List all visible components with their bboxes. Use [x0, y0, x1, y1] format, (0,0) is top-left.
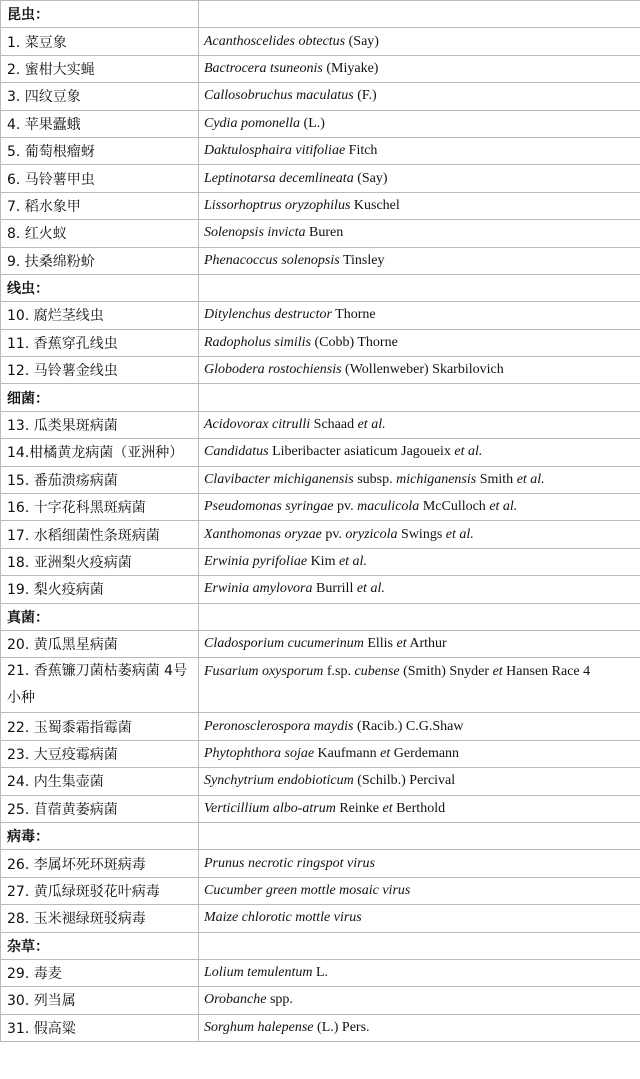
sci-italic-part: Xanthomonas oryzae	[204, 526, 322, 542]
sci-italic-part: Phytophthora sojae	[204, 745, 315, 761]
common-name: 16. 十字花科黑斑病菌	[1, 494, 199, 521]
sci-italic-part: et al.	[454, 444, 483, 460]
category-row	[1, 932, 640, 959]
sci-italic-part: maculicola	[357, 499, 420, 515]
scientific-name	[199, 494, 640, 521]
scientific-name	[199, 713, 640, 740]
scientific-name	[199, 165, 640, 192]
common-name: 4. 苹果蠹蛾	[1, 110, 199, 137]
common-name: 29. 毒麦	[1, 959, 199, 986]
sci-italic-part: et al.	[356, 581, 385, 597]
common-name: 20. 黄瓜黑星病菌	[1, 630, 199, 657]
sci-italic-part: Bactrocera tsuneonis	[204, 60, 323, 76]
sci-italic-part: et al.	[489, 499, 518, 515]
sci-plain-part: McCulloch	[419, 499, 490, 515]
table-row	[1, 1014, 640, 1041]
scientific-name	[199, 795, 640, 822]
table-row	[1, 987, 640, 1014]
sci-italic-part: Cydia pomonella	[204, 115, 301, 131]
category-empty-cell	[199, 384, 640, 411]
common-name: 28. 玉米褪绿斑驳病毒	[1, 905, 199, 932]
category-row	[1, 822, 640, 849]
sci-italic-part: Lolium temulentum	[204, 965, 313, 981]
scientific-name	[199, 548, 640, 575]
common-name: 27. 黄瓜绿斑驳花叶病毒	[1, 877, 199, 904]
table-row	[1, 220, 640, 247]
category-row	[1, 384, 640, 411]
common-name: 23. 大豆疫霉病菌	[1, 740, 199, 767]
common-name: 25. 苜蓿黄萎病菌	[1, 795, 199, 822]
sci-italic-part: Verticillium albo-atrum	[204, 800, 336, 816]
table-row	[1, 740, 640, 767]
sci-italic-part: Candidatus	[204, 444, 269, 460]
scientific-name	[199, 630, 640, 657]
table-row	[1, 55, 640, 82]
sci-italic-part: michiganensis	[396, 471, 477, 487]
scientific-name	[199, 439, 640, 466]
sci-plain-part: Kaufmann	[314, 745, 381, 761]
common-name: 3. 四纹豆象	[1, 83, 199, 110]
sci-italic-part: Erwinia amylovora	[204, 581, 313, 597]
table-row	[1, 302, 640, 329]
sci-italic-part: Daktulosphaira vitifoliae	[204, 143, 346, 159]
sci-italic-part: et al.	[357, 417, 386, 433]
table-row	[1, 329, 640, 356]
sci-plain-part: Hansen Race 4	[502, 664, 591, 680]
scientific-name	[199, 110, 640, 137]
sci-plain-part: (F.)	[353, 88, 377, 104]
category-label: 昆虫：	[1, 1, 199, 28]
sci-plain-part: (Miyake)	[322, 60, 379, 76]
common-name: 30. 列当属	[1, 987, 199, 1014]
sci-italic-part: Cucumber green mottle mosaic virus	[204, 882, 411, 898]
sci-plain-part: pv.	[333, 499, 358, 515]
category-empty-cell	[199, 603, 640, 630]
common-name: 1. 菜豆象	[1, 28, 199, 55]
sci-plain-part: spp.	[266, 992, 293, 1008]
category-row	[1, 274, 640, 301]
table-row	[1, 630, 640, 657]
table-row	[1, 713, 640, 740]
table-row	[1, 494, 640, 521]
scientific-name	[199, 740, 640, 767]
category-label: 线虫：	[1, 274, 199, 301]
sci-plain-part: (L.)	[300, 115, 325, 131]
sci-plain-part: Thorne	[331, 307, 376, 323]
scientific-name	[199, 192, 640, 219]
scientific-name	[199, 959, 640, 986]
common-name: 21. 香蕉镰刀菌枯萎病菌 4号小种	[1, 658, 199, 713]
scientific-name	[199, 247, 640, 274]
table-row	[1, 521, 640, 548]
sci-italic-part: et al.	[445, 526, 474, 542]
sci-plain-part: (Smith) Snyder	[399, 664, 493, 680]
table-row	[1, 959, 640, 986]
common-name: 15. 番茄溃疡病菌	[1, 466, 199, 493]
sci-italic-part: oryzicola	[345, 526, 398, 542]
sci-plain-part: Gerdemann	[390, 745, 460, 761]
scientific-name	[199, 877, 640, 904]
table-row	[1, 83, 640, 110]
sci-italic-part: et al.	[516, 471, 545, 487]
sci-plain-part: (Racib.) C.G.Shaw	[353, 718, 464, 734]
category-empty-cell	[199, 932, 640, 959]
common-name: 24. 内生集壶菌	[1, 768, 199, 795]
sci-italic-part: Acanthoscelides obtectus	[204, 33, 346, 49]
scientific-name	[199, 466, 640, 493]
sci-italic-part: Callosobruchus maculatus	[204, 88, 354, 104]
scientific-name	[199, 28, 640, 55]
sci-plain-part: (L.) Pers.	[313, 1019, 370, 1035]
sci-plain-part: Smith	[476, 471, 517, 487]
common-name: 17. 水稻细菌性条斑病菌	[1, 521, 199, 548]
table-row	[1, 850, 640, 877]
category-empty-cell	[199, 822, 640, 849]
category-label: 细菌：	[1, 384, 199, 411]
sci-plain-part: Reinke	[335, 800, 383, 816]
sci-plain-part: subsp.	[353, 471, 397, 487]
common-name: 18. 亚洲梨火疫病菌	[1, 548, 199, 575]
table-row	[1, 411, 640, 438]
scientific-name	[199, 83, 640, 110]
sci-italic-part: Synchytrium endobioticum	[204, 773, 354, 789]
scientific-name	[199, 329, 640, 356]
sci-italic-part: Lissorhoptrus oryzophilus	[204, 197, 351, 213]
sci-italic-part: et	[492, 664, 503, 680]
sci-plain-part: (Say)	[345, 33, 379, 49]
sci-plain-part: (Wollenweber) Skarbilovich	[341, 362, 504, 378]
sci-italic-part: Globodera rostochiensis	[204, 362, 342, 378]
sci-italic-part: Pseudomonas syringae	[204, 499, 334, 515]
sci-plain-part: Burrill	[312, 581, 357, 597]
scientific-name	[199, 521, 640, 548]
sci-plain-part: Arthur	[406, 636, 447, 652]
table-row	[1, 439, 640, 466]
scientific-name	[199, 768, 640, 795]
common-name: 14.柑橘黄龙病菌（亚洲种）	[1, 439, 199, 466]
table-row	[1, 110, 640, 137]
sci-plain-part: Liberibacter asiaticum Jagoueix	[268, 444, 455, 460]
table-body	[1, 1, 640, 1042]
common-name: 31. 假高粱	[1, 1014, 199, 1041]
sci-italic-part: et	[382, 800, 393, 816]
sci-plain-part: Fitch	[345, 143, 378, 159]
scientific-name	[199, 658, 640, 713]
common-name: 5. 葡萄根瘤蚜	[1, 137, 199, 164]
table-row	[1, 357, 640, 384]
sci-italic-part: Leptinotarsa decemlineata	[204, 170, 354, 186]
sci-italic-part: Maize chlorotic mottle virus	[204, 910, 362, 926]
sci-italic-part: Sorghum halepense	[204, 1019, 314, 1035]
scientific-name	[199, 1014, 640, 1041]
sci-italic-part: Cladosporium cucumerinum	[204, 636, 364, 652]
common-name: 19. 梨火疫病菌	[1, 576, 199, 603]
sci-plain-part: Berthold	[392, 800, 446, 816]
table-row	[1, 795, 640, 822]
sci-italic-part: et	[380, 745, 391, 761]
category-label: 真菌：	[1, 603, 199, 630]
common-name: 26. 李属坏死环斑病毒	[1, 850, 199, 877]
table-row	[1, 165, 640, 192]
sci-italic-part: Ditylenchus destructor	[204, 307, 332, 323]
table-row	[1, 137, 640, 164]
common-name: 13. 瓜类果斑病菌	[1, 411, 199, 438]
common-name: 12. 马铃薯金线虫	[1, 357, 199, 384]
sci-italic-part: cubense	[354, 664, 400, 680]
sci-italic-part: Orobanche	[204, 992, 267, 1008]
sci-italic-part: et	[396, 636, 407, 652]
sci-plain-part: L.	[312, 965, 329, 981]
table-row	[1, 658, 640, 713]
category-row	[1, 603, 640, 630]
common-name: 7. 稻水象甲	[1, 192, 199, 219]
table-row	[1, 548, 640, 575]
sci-plain-part: Tinsley	[339, 252, 385, 268]
table-row	[1, 576, 640, 603]
sci-plain-part: (Cobb) Thorne	[310, 334, 398, 350]
sci-italic-part: Peronosclerospora maydis	[204, 718, 354, 734]
sci-plain-part: Ellis	[363, 636, 397, 652]
sci-italic-part: Erwinia pyrifoliae	[204, 554, 308, 569]
scientific-name	[199, 220, 640, 247]
table-row	[1, 192, 640, 219]
sci-italic-part: Solenopsis invicta	[204, 225, 306, 241]
table-row	[1, 247, 640, 274]
scientific-name	[199, 905, 640, 932]
scientific-name	[199, 987, 640, 1014]
common-name: 8. 红火蚁	[1, 220, 199, 247]
scientific-name	[199, 55, 640, 82]
table-row	[1, 28, 640, 55]
sci-italic-part: Prunus necrotic ringspot virus	[204, 855, 375, 871]
sci-italic-part: Phenacoccus solenopsis	[204, 252, 340, 268]
scientific-name	[199, 357, 640, 384]
scientific-name	[199, 576, 640, 603]
sci-italic-part: Acidovorax citrulli	[204, 417, 311, 433]
table-row	[1, 768, 640, 795]
sci-plain-part: pv.	[321, 526, 346, 542]
sci-plain-part: (Say)	[353, 170, 388, 186]
sci-plain-part: f.sp.	[323, 664, 355, 680]
sci-plain-part: Kim	[307, 554, 339, 569]
scientific-name	[199, 302, 640, 329]
sci-plain-part: Schaad	[310, 417, 358, 433]
sci-italic-part: et al.	[338, 554, 367, 569]
sci-plain-part: (Schilb.) Percival	[353, 773, 456, 789]
sci-italic-part: Radopholus similis	[204, 334, 311, 350]
sci-plain-part: Swings	[397, 526, 446, 542]
common-name: 2. 蜜柑大实蝇	[1, 55, 199, 82]
sci-italic-part: Clavibacter michiganensis	[204, 471, 354, 487]
category-empty-cell	[199, 274, 640, 301]
sci-plain-part: Buren	[305, 225, 344, 241]
sci-plain-part: Kuschel	[350, 197, 400, 213]
common-name: 6. 马铃薯甲虫	[1, 165, 199, 192]
common-name: 9. 扶桑绵粉蚧	[1, 247, 199, 274]
table-row	[1, 877, 640, 904]
common-name: 10. 腐烂茎线虫	[1, 302, 199, 329]
common-name: 11. 香蕉穿孔线虫	[1, 329, 199, 356]
category-row	[1, 1, 640, 28]
sci-italic-part: Fusarium oxysporum	[204, 664, 324, 680]
common-name: 22. 玉蜀黍霜指霉菌	[1, 713, 199, 740]
scientific-name	[199, 137, 640, 164]
category-label: 病毒：	[1, 822, 199, 849]
scientific-name	[199, 411, 640, 438]
table-row	[1, 466, 640, 493]
category-empty-cell	[199, 1, 640, 28]
scientific-name	[199, 850, 640, 877]
table-row	[1, 905, 640, 932]
category-label: 杂草：	[1, 932, 199, 959]
